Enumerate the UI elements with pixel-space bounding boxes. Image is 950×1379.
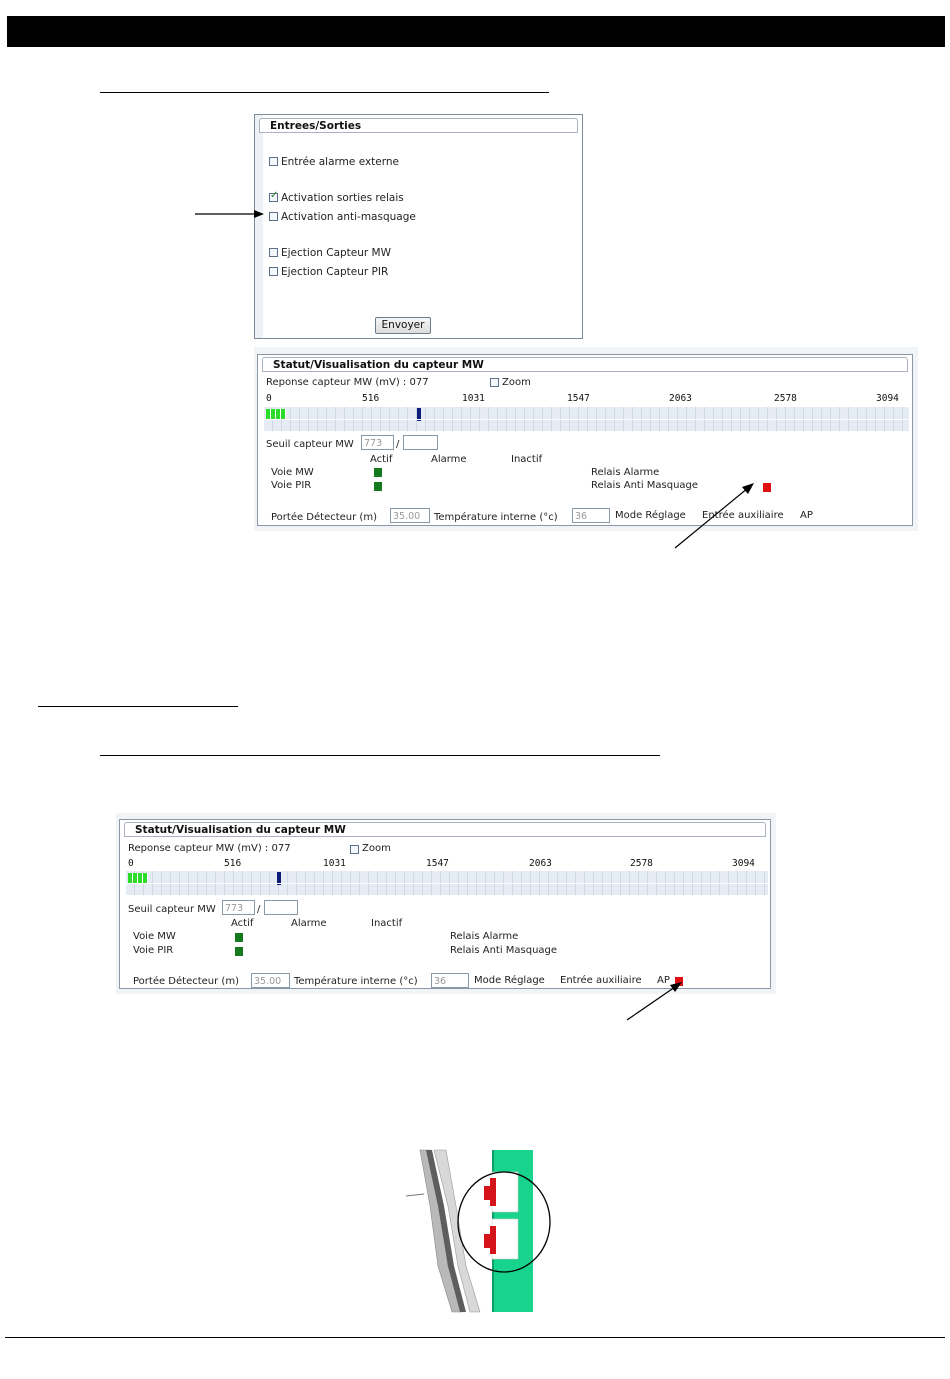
scale-tick: 2063 bbox=[669, 393, 692, 404]
arrow-icon bbox=[190, 205, 270, 225]
io-panel bbox=[254, 114, 583, 339]
arrow-icon bbox=[670, 478, 760, 553]
footer-rule bbox=[5, 1337, 945, 1338]
threshold-label: Seuil capteur MW bbox=[128, 904, 216, 915]
slash: / bbox=[396, 439, 400, 450]
voie-mw-label: Voie MW bbox=[133, 931, 176, 942]
voie-pir-label: Voie PIR bbox=[271, 480, 312, 491]
threshold-cursor[interactable] bbox=[277, 872, 281, 885]
col-inactif: Inactif bbox=[511, 454, 543, 465]
threshold-input[interactable]: 773 bbox=[222, 900, 255, 915]
checkbox-icon[interactable] bbox=[269, 212, 278, 221]
pcb-illustration bbox=[400, 1146, 560, 1316]
relais-am-led bbox=[763, 483, 771, 492]
io-item-label: Ejection Capteur PIR bbox=[281, 266, 389, 278]
threshold-input-2[interactable] bbox=[264, 900, 298, 915]
temp-input[interactable]: 36 bbox=[431, 973, 469, 988]
col-inactif: Inactif bbox=[371, 918, 403, 929]
relais-alarme-label: Relais Alarme bbox=[450, 931, 519, 942]
checkbox-icon[interactable] bbox=[269, 157, 278, 166]
io-item-label: Activation anti-masquage bbox=[281, 211, 416, 223]
temp-label: Température interne (°c) bbox=[294, 976, 418, 987]
entree-label: Entrée auxiliaire bbox=[702, 510, 784, 521]
scale-tick: 1547 bbox=[567, 393, 590, 404]
status-panel-1 bbox=[254, 347, 918, 531]
relais-alarme-label: Relais Alarme bbox=[591, 467, 660, 478]
col-actif: Actif bbox=[370, 454, 393, 465]
scale-tick: 3094 bbox=[876, 393, 899, 404]
scale-tick: 516 bbox=[362, 393, 380, 404]
level-segment bbox=[143, 873, 148, 884]
checkbox-icon[interactable] bbox=[269, 248, 278, 257]
portee-label: Portée Détecteur (m) bbox=[133, 976, 239, 987]
ap-label: AP bbox=[657, 975, 670, 986]
entree-label: Entrée auxiliaire bbox=[560, 975, 642, 986]
col-actif: Actif bbox=[231, 918, 254, 929]
zoom-checkbox[interactable] bbox=[490, 378, 499, 387]
io-panel-title: Entrees/Sorties bbox=[259, 118, 578, 133]
scale-tick: 1547 bbox=[426, 858, 449, 869]
level-segment bbox=[281, 409, 286, 420]
voie-pir-led bbox=[374, 482, 382, 491]
threshold-input[interactable]: 773 bbox=[361, 435, 394, 450]
ap-label: AP bbox=[800, 510, 813, 521]
status-panel-2 bbox=[116, 813, 776, 994]
voie-mw-led bbox=[374, 468, 382, 477]
zoom-label: Zoom bbox=[362, 843, 391, 854]
scale-tick: 2063 bbox=[529, 858, 552, 869]
relais-am-label: Relais Anti Masquage bbox=[591, 480, 699, 491]
scale-tick: 2578 bbox=[774, 393, 797, 404]
mode-label: Mode Réglage bbox=[615, 510, 686, 521]
scale-tick: 1031 bbox=[323, 858, 346, 869]
level-bar bbox=[126, 871, 768, 895]
scale-tick: 516 bbox=[224, 858, 242, 869]
status-title: Statut/Visualisation du capteur MW bbox=[262, 357, 908, 372]
scale-tick: 0 bbox=[128, 858, 134, 869]
io-item-label: Ejection Capteur MW bbox=[281, 247, 391, 259]
threshold-cursor[interactable] bbox=[417, 408, 421, 421]
voie-pir-label: Voie PIR bbox=[133, 945, 174, 956]
threshold-input-2[interactable] bbox=[403, 435, 438, 450]
portee-input[interactable]: 35.00 bbox=[390, 508, 430, 523]
heading-rule-3 bbox=[100, 755, 660, 756]
col-alarme: Alarme bbox=[431, 454, 467, 465]
voie-mw-led bbox=[235, 933, 243, 942]
level-bar bbox=[264, 407, 909, 431]
portee-input[interactable]: 35.00 bbox=[251, 973, 290, 988]
send-button[interactable]: Envoyer bbox=[375, 317, 431, 334]
voie-mw-label: Voie MW bbox=[271, 467, 314, 478]
status-panel-frame bbox=[119, 819, 771, 989]
col-alarme: Alarme bbox=[291, 918, 327, 929]
zoom-checkbox[interactable] bbox=[350, 845, 359, 854]
header-bar bbox=[7, 16, 945, 47]
arrow-icon bbox=[622, 975, 692, 1025]
status-panel-frame bbox=[257, 354, 913, 526]
relais-am-label: Relais Anti Masquage bbox=[450, 945, 558, 956]
mode-label: Mode Réglage bbox=[474, 975, 545, 986]
heading-rule-2 bbox=[38, 706, 238, 707]
scale-tick: 1031 bbox=[462, 393, 485, 404]
voie-pir-led bbox=[235, 947, 243, 956]
scale-tick: 3094 bbox=[732, 858, 755, 869]
io-item-label: Entrée alarme externe bbox=[281, 156, 400, 168]
heading-rule-1 bbox=[100, 92, 549, 93]
scale-tick: 2578 bbox=[630, 858, 653, 869]
checkbox-icon[interactable] bbox=[269, 267, 278, 276]
scale-tick: 0 bbox=[266, 393, 272, 404]
response-label: Reponse capteur MW (mV) : 077 bbox=[266, 377, 429, 388]
temp-input[interactable]: 36 bbox=[572, 508, 610, 523]
response-label: Reponse capteur MW (mV) : 077 bbox=[128, 843, 291, 854]
io-item-label: Activation sorties relais bbox=[281, 192, 404, 204]
zoom-label: Zoom bbox=[502, 377, 531, 388]
status-title: Statut/Visualisation du capteur MW bbox=[124, 822, 766, 837]
portee-label: Portée Détecteur (m) bbox=[271, 512, 377, 523]
threshold-label: Seuil capteur MW bbox=[266, 439, 354, 450]
temp-label: Température interne (°c) bbox=[434, 512, 558, 523]
slash: / bbox=[257, 904, 261, 915]
checkbox-icon[interactable] bbox=[269, 193, 278, 202]
panel-shade bbox=[255, 115, 263, 338]
